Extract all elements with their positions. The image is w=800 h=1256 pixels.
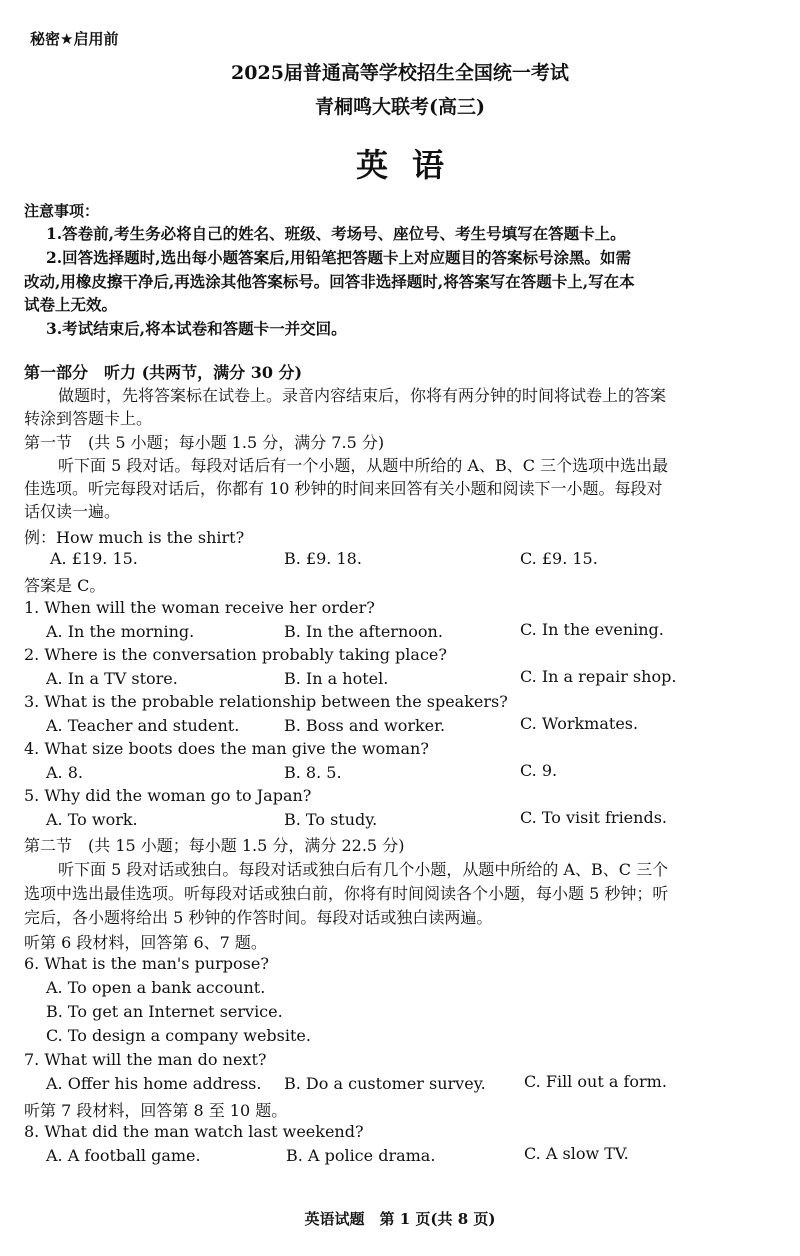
- q4-option-c: C. 9.: [520, 761, 558, 780]
- q2-option-b: B. In a hotel.: [284, 669, 389, 688]
- q7-option-b: B. Do a customer survey.: [284, 1074, 486, 1093]
- notice-line: 改动,用橡皮擦干净后,再选涂其他答案标号。回答非选择题时,将答案写在答题卡上,写在本: [24, 272, 635, 291]
- confidential-mark: 秘密★启用前: [30, 30, 119, 48]
- q5-option-b: B. To study.: [284, 810, 378, 829]
- q7-option-c: C. Fill out a form.: [524, 1072, 667, 1091]
- notice-line: 1.答卷前,考生务必将自己的姓名、班级、考场号、座位号、考生号填写在答题卡上。: [46, 224, 626, 243]
- notice-line: 2.回答选择题时,选出每小题答案后,用铅笔把答题卡上对应题目的答案标号涂黑。如需: [46, 248, 631, 267]
- q1-option-b: B. In the afternoon.: [284, 622, 443, 641]
- q8-option-a: A. A football game.: [46, 1146, 201, 1165]
- section1-instructions: 话仅读一遍。: [24, 502, 121, 521]
- example-option-a: A. £19. 15.: [50, 549, 138, 568]
- q8-option-c: C. A slow TV.: [524, 1144, 629, 1163]
- notice-line: 试卷上无效。: [24, 295, 118, 314]
- question-3: 3. What is the probable relationship between the speakers?: [24, 692, 508, 711]
- question-4: 4. What size boots does the man give the woman?: [24, 739, 429, 758]
- q7-option-a: A. Offer his home address.: [46, 1074, 262, 1093]
- notice-line: 3.考试结束后,将本试卷和答题卡一并交回。: [46, 319, 347, 338]
- q5-option-a: A. To work.: [46, 810, 138, 829]
- question-1: 1. When will the woman receive her order?: [24, 598, 375, 617]
- q6-option-a: A. To open a bank account.: [46, 978, 266, 997]
- part1-intro: 转涂到答题卡上。: [24, 409, 153, 428]
- q3-option-c: C. Workmates.: [520, 714, 639, 733]
- question-2: 2. Where is the conversation probably taking place?: [24, 645, 447, 664]
- example-option-c: C. £9. 15.: [520, 549, 598, 568]
- section1-instructions: 佳选项。听完每段对话后，你都有 10 秒钟的时间来回答有关小题和阅读下一小题。每段对: [24, 479, 663, 498]
- section2-title: 第二节 (共 15 小题；每小题 1.5 分，满分 22.5 分): [24, 836, 405, 855]
- q1-option-c: C. In the evening.: [520, 620, 664, 639]
- question-8: 8. What did the man watch last weekend?: [24, 1122, 364, 1141]
- notice-heading: 注意事项：: [24, 202, 100, 220]
- exam-subtitle: 青桐鸣大联考(高三): [315, 96, 485, 118]
- q5-option-c: C. To visit friends.: [520, 808, 667, 827]
- example-option-b: B. £9. 18.: [284, 549, 362, 568]
- material-7-heading: 听第 7 段材料，回答第 8 至 10 题。: [24, 1101, 288, 1120]
- section2-instructions: 听下面 5 段对话或独白。每段对话或独白后有几个小题，从题中所给的 A、B、C 三个: [58, 860, 669, 879]
- subject-title: 英语: [355, 146, 468, 184]
- page-footer: 英语试题 第 1 页(共 8 页): [304, 1210, 496, 1228]
- section1-title: 第一节 (共 5 小题；每小题 1.5 分，满分 7.5 分): [24, 433, 385, 452]
- q4-option-b: B. 8. 5.: [284, 763, 342, 782]
- example-question: 例：How much is the shirt?: [24, 528, 245, 547]
- q4-option-a: A. 8.: [46, 763, 83, 782]
- question-6: 6. What is the man's purpose?: [24, 954, 269, 973]
- q3-option-b: B. Boss and worker.: [284, 716, 446, 735]
- question-5: 5. Why did the woman go to Japan?: [24, 786, 312, 805]
- q6-option-c: C. To design a company website.: [46, 1026, 311, 1045]
- q6-option-b: B. To get an Internet service.: [46, 1002, 283, 1021]
- section2-instructions: 选项中选出最佳选项。听每段对话或独白前，你将有时间阅读各个小题，每小题 5 秒钟；听: [24, 884, 669, 903]
- part1-title: 第一部分 听力 (共两节，满分 30 分): [24, 363, 303, 382]
- question-7: 7. What will the man do next?: [24, 1050, 267, 1069]
- section1-instructions: 听下面 5 段对话。每段对话后有一个小题，从题中所给的 A、B、C 三个选项中选出最: [58, 456, 669, 475]
- material-6-heading: 听第 6 段材料，回答第 6、7 题。: [24, 933, 267, 952]
- q8-option-b: B. A police drama.: [286, 1146, 436, 1165]
- q3-option-a: A. Teacher and student.: [46, 716, 240, 735]
- example-answer: 答案是 C。: [24, 576, 106, 595]
- exam-title: 2025届普通高等学校招生全国统一考试: [231, 62, 569, 84]
- section2-instructions: 完后，各小题将给出 5 秒钟的作答时间。每段对话或独白读两遍。: [24, 908, 493, 927]
- part1-intro: 做题时，先将答案标在试卷上。录音内容结束后，你将有两分钟的时间将试卷上的答案: [58, 386, 667, 405]
- q2-option-c: C. In a repair shop.: [520, 667, 677, 686]
- q1-option-a: A. In the morning.: [46, 622, 195, 641]
- q2-option-a: A. In a TV store.: [46, 669, 178, 688]
